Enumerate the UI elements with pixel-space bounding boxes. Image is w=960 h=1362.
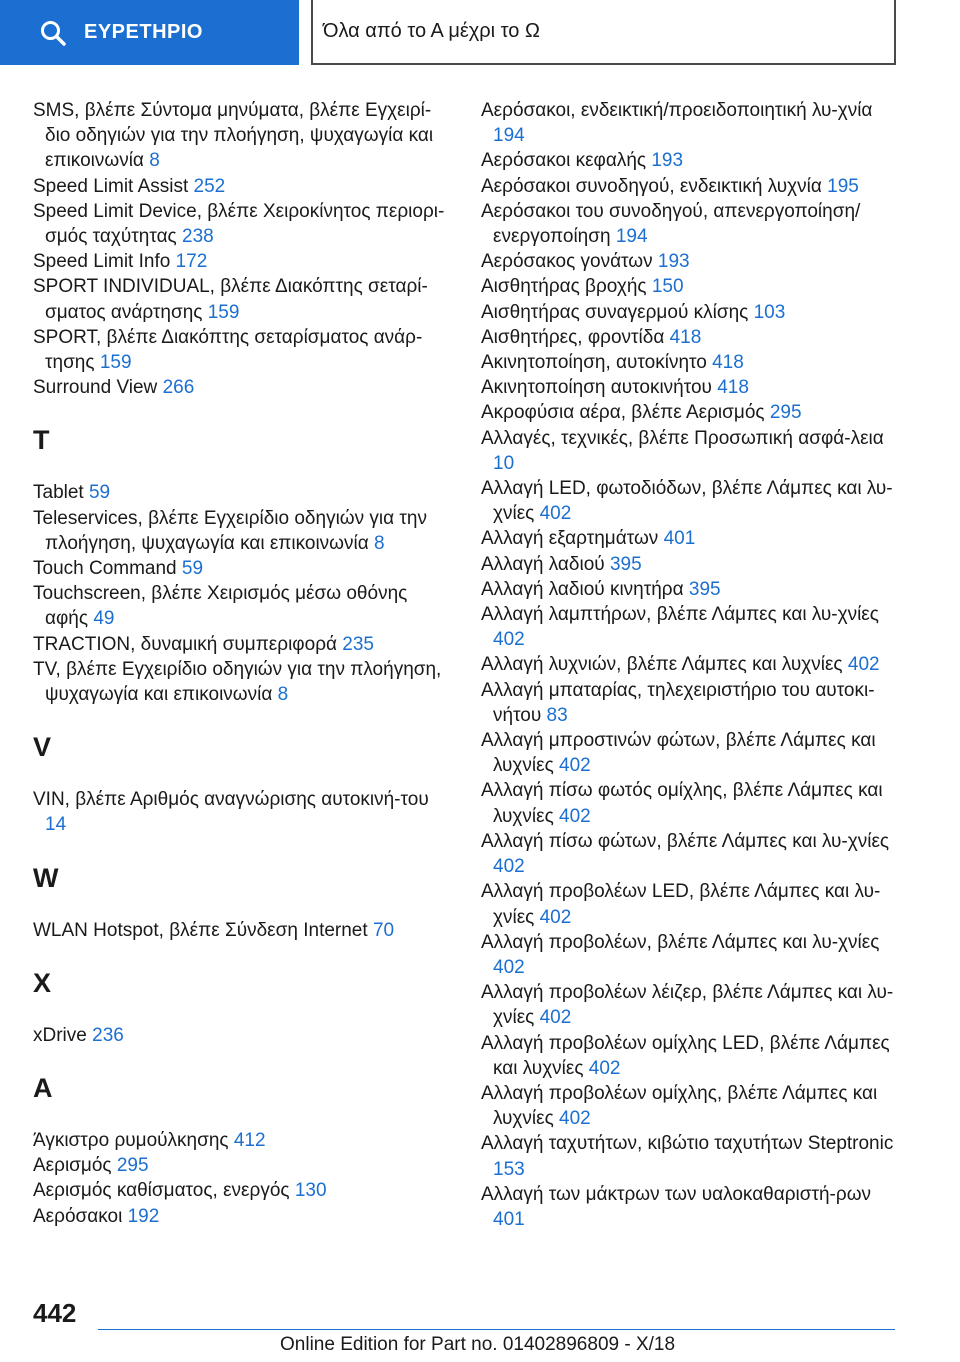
page-link[interactable]: 153 [493,1158,525,1180]
index-entry [33,1153,453,1178]
index-letter-heading: W [33,862,59,893]
page-link[interactable]: 395 [609,553,642,575]
page-link[interactable]: 402 [559,1108,591,1130]
scope-label: Όλα από το Α μέχρι το Ω [323,20,540,42]
page-link[interactable]: 402 [559,805,591,827]
index-letter-heading: T [33,425,50,456]
page-link[interactable]: 402 [539,503,572,525]
page-link[interactable]: 402 [588,1057,621,1079]
index-entry-text: Teleservices, βλέπε Εγχειρίδιο οδηγιών για την πλοήγηση, ψυχαγωγία και επικοινωνία [33,507,427,554]
index-entry-text: SPORT INDIVIDUAL, βλέπε Διακόπτης σεταρί‐​σματος ανάρτησης [33,276,428,323]
index-entry [481,930,901,980]
index-entry [481,526,901,551]
index-entry [33,274,453,324]
index-entry [33,174,453,199]
page-link[interactable]: 402 [539,1007,572,1029]
index-entry-text: Ακινητοποίηση, αυτοκίνητο [481,352,713,374]
index-entry-text: Αισθητήρες, φροντίδα [481,326,670,348]
index-column-left [33,98,453,1229]
page-link[interactable]: 8 [149,150,160,172]
index-entry-text: TRACTION, δυναμική συμπεριφορά [33,633,343,655]
index-entry [481,476,901,526]
page-link[interactable]: 172 [175,251,208,273]
index-entry [481,879,901,929]
index-entry [33,787,453,837]
index-entry [33,506,453,556]
index-entry-text: SPORT, βλέπε Διακόπτης σεταρίσματος ανάρ‐​τησης [33,326,423,374]
index-entry-text: Αερισμός [33,1155,117,1177]
index-entry [481,1081,901,1131]
index-entry-text: Αλλαγή λυχνιών, βλέπε Λάμπες και λυχνίες [481,654,848,676]
index-entry-text: Αερόσακοι [33,1205,128,1227]
page-link[interactable]: 195 [827,175,859,197]
page-link[interactable]: 402 [559,755,591,777]
index-entry-text: Αλλαγή ταχυτήτων, κιβώτιο ταχυτήτων Steptronic [481,1133,894,1155]
search-tab-label: ΕΥΡΕΤΗΡΙΟ [84,21,203,43]
index-entry-text: Αλλαγή προβολέων λέιζερ, βλέπε Λάμπες και λυ‐​χνίες [481,982,894,1029]
page-link[interactable]: 150 [651,276,684,298]
index-entry-text: Αλλαγή λαμπτήρων, βλέπε Λάμπες και λυ‐​χνίες [481,604,879,626]
index-entry [481,98,901,148]
page-link[interactable]: 192 [127,1205,160,1227]
index-entry-text: Αλλαγή προβολέων ομίχλης LED, βλέπε Λάμπες και λυχνίες [481,1032,890,1079]
index-entry [33,199,453,249]
page-link[interactable]: 418 [712,352,744,374]
page-link[interactable]: 402 [493,856,525,878]
page-number: 442 [33,1298,77,1328]
index-entry [481,174,901,199]
index-entry-text: Speed Limit Assist [33,175,194,197]
page-link[interactable]: 159 [99,352,132,374]
index-entry-text: VIN, βλέπε Αριθμός αναγνώρισης αυτοκινή‐​του [33,789,429,811]
page-link[interactable]: 193 [651,150,684,172]
page-link[interactable]: 10 [493,452,515,474]
index-entry [481,678,901,728]
index-entry-text: Αερόσακοι του συνοδηγού, απενεργοποίηση/​ενεργοποίηση [481,200,861,248]
index-entry [481,652,901,677]
index-entry-text: Αισθητήρας βροχής [481,276,652,298]
index-entry-text: Αλλαγές, τεχνικές, βλέπε Προσωπική ασφά‐​λεια [481,427,884,449]
page-link[interactable]: 235 [342,633,374,655]
page-link[interactable]: 412 [233,1130,266,1152]
page-link[interactable]: 252 [193,175,226,197]
index-column-right [481,98,901,1232]
page-link[interactable]: 236 [92,1024,124,1046]
page-link[interactable]: 159 [207,301,240,323]
page-link[interactable]: 238 [182,226,214,248]
index-entry-text: Αλλαγή προβολέων ομίχλης, βλέπε Λάμπες και λυχνίες [481,1082,878,1130]
index-entry-text: SMS, βλέπε Σύντομα μηνύματα, βλέπε Εγχειρί‐​διο οδηγιών για την πλοήγηση, ψυχαγωγία και επικοινωνία [33,100,434,172]
index-entry-text: Αλλαγή πίσω φωτός ομίχλης, βλέπε Λάμπες και λυχνίες [481,780,883,827]
index-entry-text: Touch Command [33,558,182,580]
page-link[interactable]: 418 [669,326,702,348]
index-entry-text: Speed Limit Info [33,251,176,273]
page-link[interactable]: 266 [162,377,195,399]
index-entry-text: Surround View [33,377,163,399]
search-icon [40,20,66,46]
index-entry-text: TV, βλέπε Εγχειρίδιο οδηγιών για την πλοήγηση, ψυχαγωγία και επικοινωνία [33,658,442,706]
index-entry [33,98,453,174]
page-link[interactable]: 194 [493,125,525,147]
page-link[interactable]: 194 [615,226,648,248]
index-entry [33,581,453,631]
index-entry [481,577,901,602]
page-link[interactable]: 103 [753,301,786,323]
index-entry-text: Άγκιστρο ρυμούλκησης [33,1130,234,1152]
index-entry-text: Αλλαγή μπαταρίας, τηλεχειριστήριο του αυτοκι‐​νήτου [481,679,875,726]
index-entry-text: Αλλαγή εξαρτημάτων [481,528,664,550]
index-entry [33,480,453,505]
index-entry-text: Αλλαγή πίσω φώτων, βλέπε Λάμπες και λυ‐​χνίες [481,830,890,852]
index-entry-text: Αερισμός καθίσματος, ενεργός [33,1180,295,1202]
index-entry [33,249,453,274]
index-entry [481,400,901,425]
index-entry [481,300,901,325]
index-entry [481,1031,901,1081]
index-entry [481,375,901,400]
index-entry [33,1204,453,1229]
page-link[interactable]: 395 [688,578,721,600]
index-entry [33,632,453,657]
index-entry [481,1131,901,1181]
scope-box[interactable] [311,0,896,65]
index-entry [33,556,453,581]
index-entry [33,375,453,400]
index-entry [33,1178,453,1203]
header [0,0,960,66]
page-link[interactable]: 402 [493,956,525,978]
page-link[interactable]: 83 [546,704,568,726]
index-entry-text: Speed Limit Device, βλέπε Χειροκίνητος περιορι‐​σμός ταχύτητας [33,200,445,248]
index-entry-text: Αερόσακος γονάτων [481,251,658,273]
index-entry [481,350,901,375]
page-link[interactable]: 14 [45,814,67,836]
index-entry-text: Αερόσακοι κεφαλής [481,150,652,172]
index-entry [33,1023,453,1048]
index-entry-text: Ακροφύσια αέρα, βλέπε Αερισμός [481,402,770,424]
index-entry [481,274,901,299]
index-entry-text: Αλλαγή λαδιού [481,553,610,575]
index-entry-text: Αλλαγή προβολέων, βλέπε Λάμπες και λυ‐​χνίες [481,931,880,953]
page-link[interactable]: 49 [93,608,115,630]
page-link[interactable]: 402 [539,906,572,928]
index-entry-text: Touchscreen, βλέπε Χειρισμός μέσω οθόνης αφής [33,583,408,630]
page-link[interactable]: 418 [717,377,749,399]
index-entry-text: Αλλαγή των μάκτρων των υαλοκαθαριστή‐​ρων [481,1183,872,1205]
index-entry [481,829,901,879]
index-entry [33,657,453,707]
index-entry [33,325,453,375]
index-entry-text: Ακινητοποίηση αυτοκινήτου [481,377,718,399]
index-entry [481,778,901,828]
page-link[interactable]: 402 [847,654,880,676]
index-entry [481,1182,901,1232]
page-link[interactable]: 59 [181,558,204,580]
page-link[interactable]: 59 [88,482,111,504]
index-entry-text: xDrive [33,1024,93,1046]
index-letter-heading: V [33,732,52,763]
index-letter-heading: X [33,967,52,998]
index-entry [481,199,901,249]
index-entry [481,249,901,274]
page-link[interactable]: 70 [372,919,395,941]
index-entry [33,918,453,943]
index-entry-text: Αερόσακοι, ενδεικτική/προειδοποιητική λυ‐​χνία [481,100,873,121]
page-link[interactable]: 130 [294,1180,327,1202]
index-entry-text: Tablet [33,482,89,504]
index-entry [33,1128,453,1153]
index-entry-text: Αερόσακοι συνοδηγού, ενδεικτική λυχνία [481,175,828,197]
index-entry [481,980,901,1030]
index-entry-text: Αλλαγή LED, φωτοδιόδων, βλέπε Λάμπες και λυ‐​χνίες [481,478,893,525]
index-entry-text: Αλλαγή λαδιού κινητήρα [481,578,689,600]
page-link[interactable]: 193 [657,251,690,273]
index-entry [481,148,901,173]
index-entry-text: Αισθητήρας συναγερμού κλίσης [481,301,754,323]
footer-divider [98,1329,895,1330]
page-link[interactable]: 295 [116,1155,149,1177]
index-letter-heading: A [33,1073,53,1104]
page-link[interactable]: 402 [493,629,525,651]
footer-edition: Online Edition for Part no. 01402896809 - X/18 [280,1334,676,1355]
footer [280,1334,675,1356]
page-link[interactable]: 8 [277,684,289,706]
index-entry [481,325,901,350]
page-link[interactable]: 8 [374,532,385,554]
index-entry [481,426,901,476]
page-link[interactable]: 295 [769,402,802,424]
index-entry-text: Αλλαγή προβολέων LED, βλέπε Λάμπες και λυ‐​χνίες [481,881,881,928]
search-tab[interactable] [0,0,299,65]
index-entry [481,728,901,778]
index-entry-text: Αλλαγή μπροστινών φώτων, βλέπε Λάμπες και λυχνίες [481,730,876,777]
index-entry [481,552,901,577]
page-link[interactable]: 401 [663,528,696,550]
page-link[interactable]: 401 [493,1208,525,1230]
index-entry-text: WLAN Hotspot, βλέπε Σύνδεση Internet [33,919,373,941]
index-entry [481,602,901,652]
